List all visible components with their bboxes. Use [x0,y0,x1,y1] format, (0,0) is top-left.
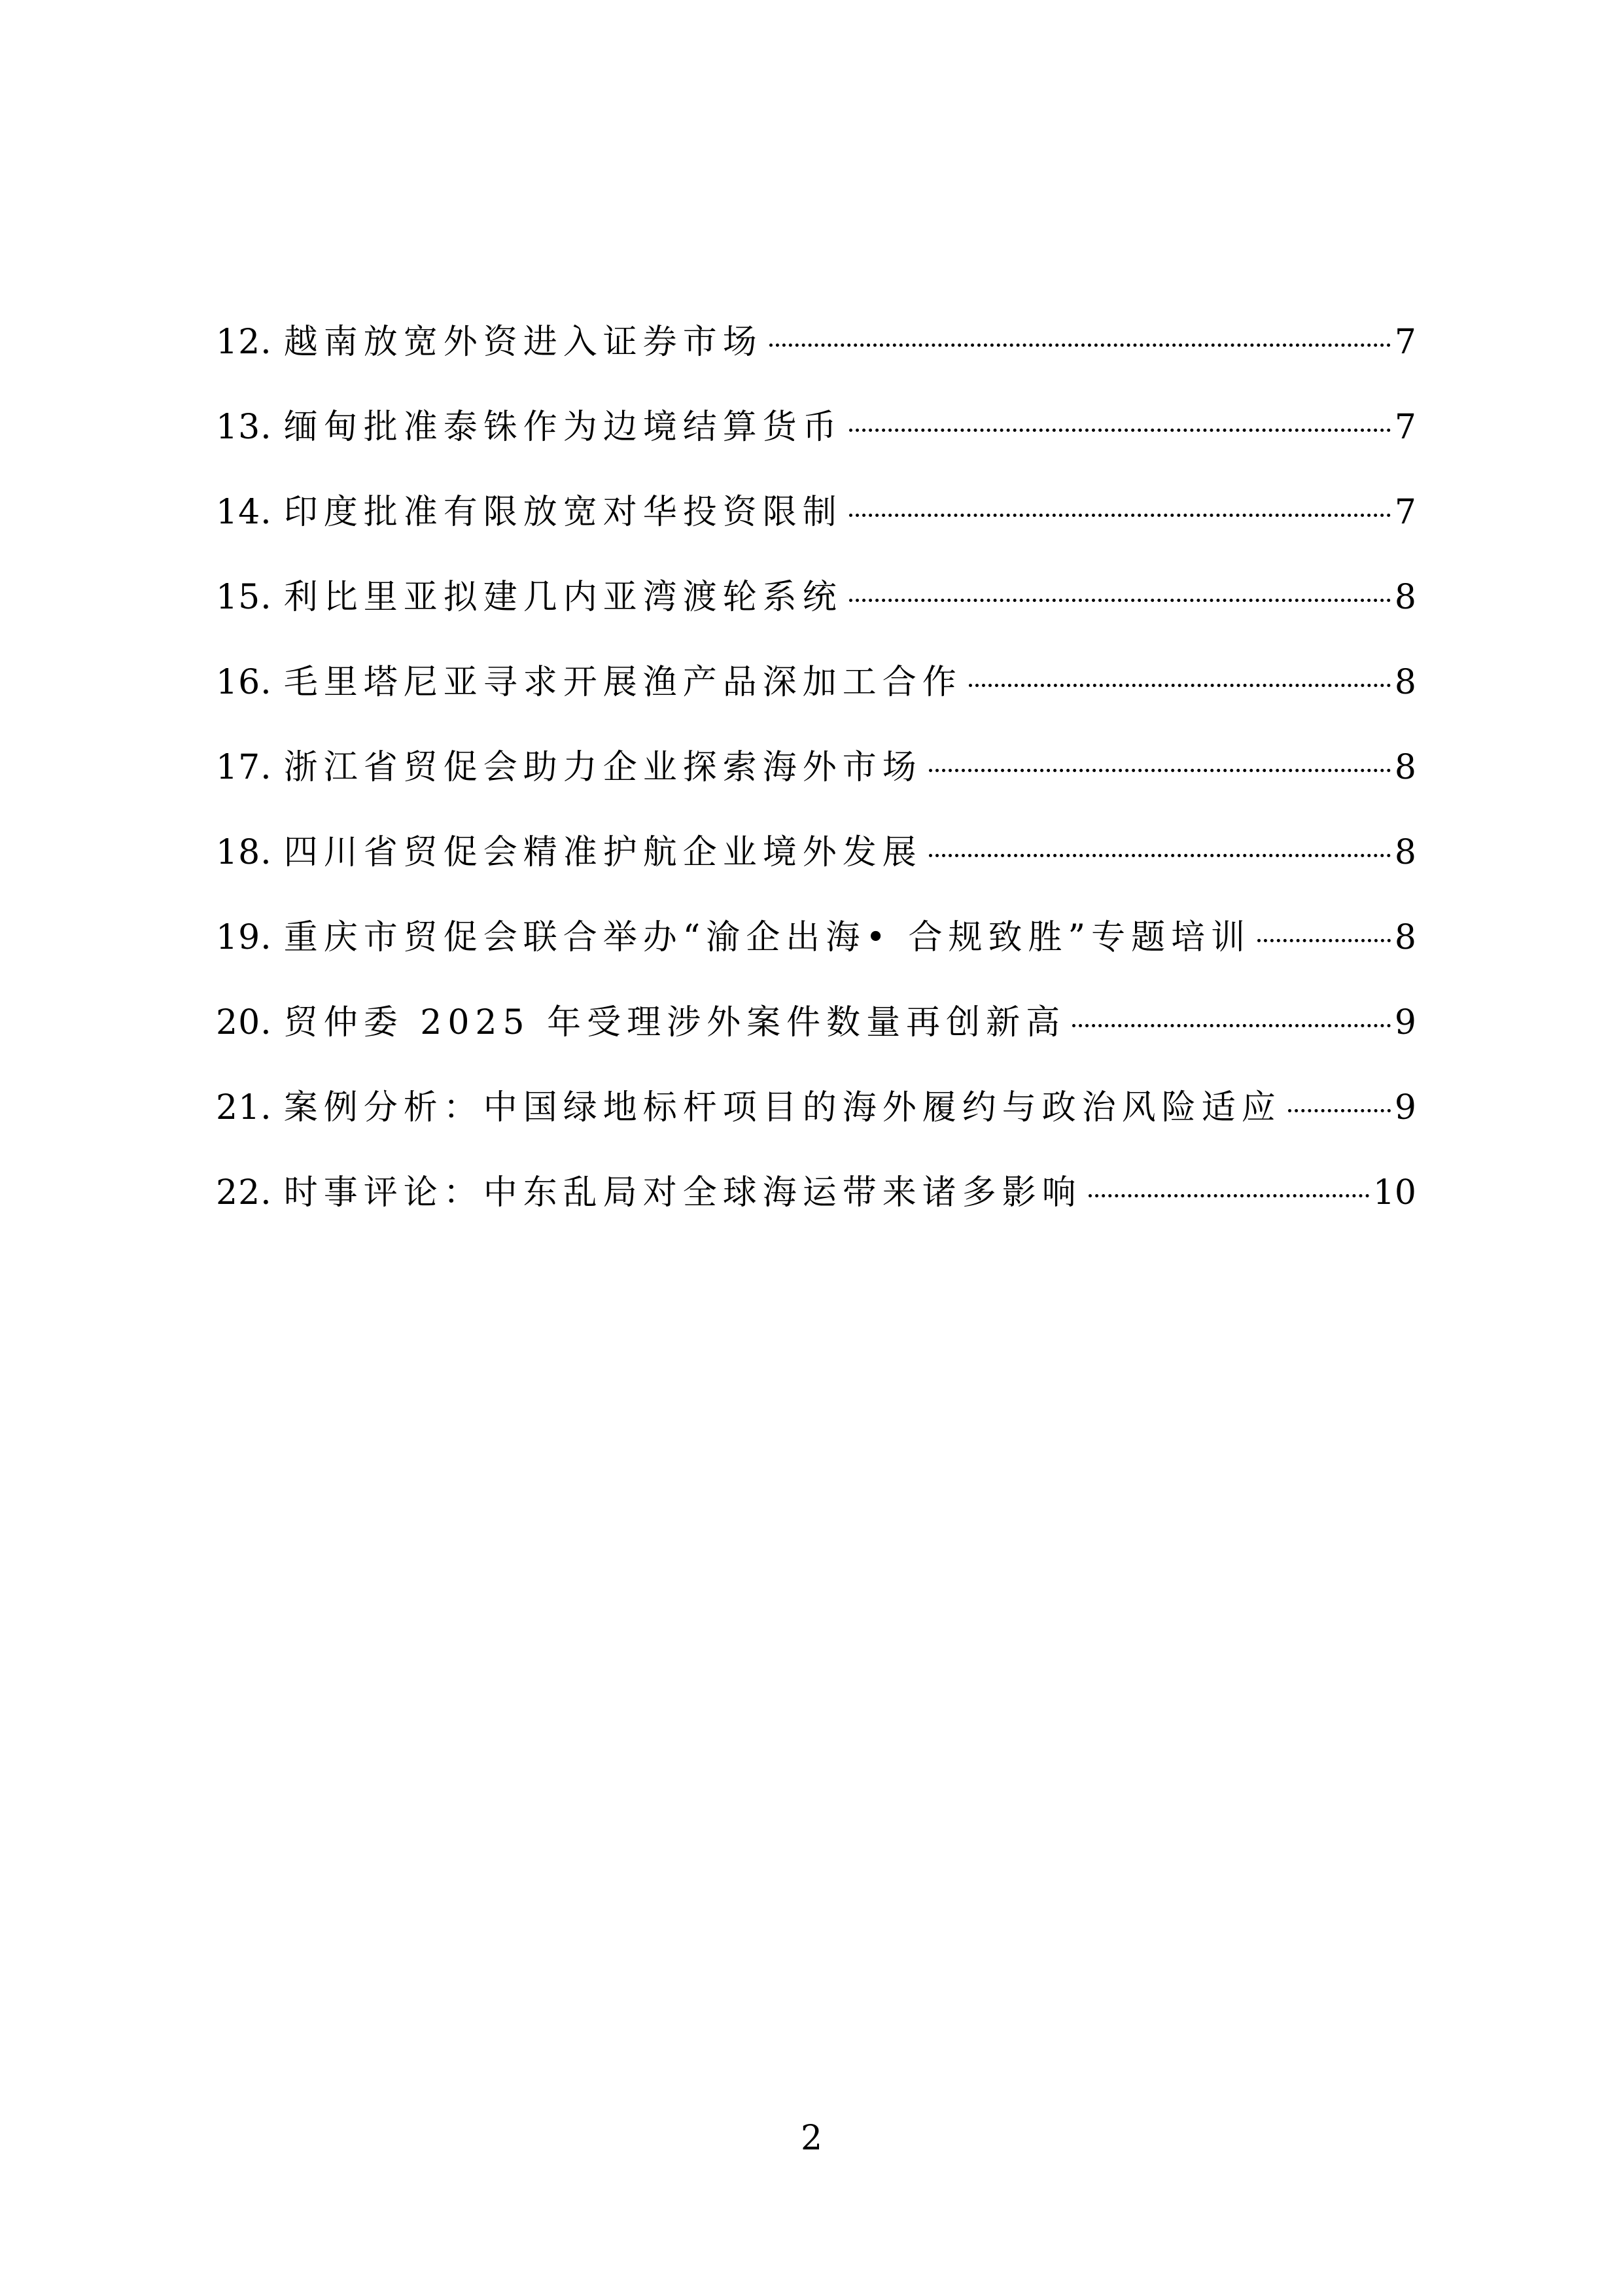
toc-entry-18[interactable] [216,810,1416,895]
toc-entry-page: 7 [1394,323,1416,362]
toc-entry-page: 8 [1394,833,1416,872]
dot-leader [1089,1194,1369,1197]
dot-leader [1257,939,1391,942]
table-of-contents [216,300,1416,1235]
toc-entry-number: 18. [216,833,272,872]
toc-entry-page: 9 [1394,1088,1416,1127]
toc-entry-15[interactable] [216,555,1416,640]
toc-entry-number: 13. [216,408,272,447]
dot-leader [769,344,1391,347]
toc-entry-page: 8 [1394,578,1416,617]
toc-entry-14[interactable] [216,470,1416,555]
toc-entry-19[interactable] [216,895,1416,980]
toc-entry-number: 17. [216,748,272,787]
toc-entry-number: 16. [216,663,272,702]
dot-leader [849,599,1391,602]
dot-leader [1288,1109,1391,1112]
toc-entry-title: 利比里亚拟建几内亚湾渡轮系统 [283,578,843,617]
toc-entry-title: 缅甸批准泰铢作为边境结算货币 [283,408,843,447]
toc-entry-17[interactable] [216,725,1416,810]
toc-entry-20[interactable] [216,980,1416,1065]
toc-entry-number: 12. [216,323,272,362]
toc-entry-number: 14. [216,493,272,532]
toc-entry-page: 7 [1394,408,1416,447]
toc-entry-title: 重庆市贸促会联合举办“渝企出海• 合规致胜”专题培训 [283,918,1251,957]
toc-entry-page: 8 [1394,918,1416,957]
toc-entry-16[interactable] [216,640,1416,725]
toc-entry-title: 越南放宽外资进入证券市场 [283,323,763,362]
toc-entry-page: 10 [1372,1173,1416,1212]
toc-entry-number: 20. [216,1003,272,1042]
toc-entry-page: 9 [1394,1003,1416,1042]
dot-leader [929,854,1391,857]
toc-entry-page: 7 [1394,493,1416,532]
dot-leader [849,514,1391,517]
toc-entry-title: 案例分析：中国绿地标杆项目的海外履约与政治风险适应 [283,1088,1282,1127]
toc-entry-12[interactable] [216,300,1416,385]
toc-entry-number: 21. [216,1088,272,1127]
toc-entry-page: 8 [1394,663,1416,702]
toc-entry-title: 印度批准有限放宽对华投资限制 [283,493,843,532]
dot-leader [969,684,1391,687]
toc-entry-title: 四川省贸促会精准护航企业境外发展 [283,833,922,872]
toc-entry-22[interactable] [216,1150,1416,1235]
dot-leader [1072,1024,1391,1027]
toc-entry-title: 浙江省贸促会助力企业探索海外市场 [283,748,922,787]
toc-entry-number: 15. [216,578,272,617]
dot-leader [929,769,1391,772]
toc-entry-page: 8 [1394,748,1416,787]
toc-entry-number: 19. [216,918,272,957]
toc-entry-number: 22. [216,1173,272,1212]
toc-entry-21[interactable] [216,1065,1416,1150]
toc-entry-13[interactable] [216,385,1416,470]
toc-entry-title: 时事评论：中东乱局对全球海运带来诸多影响 [283,1173,1082,1212]
toc-entry-title: 毛里塔尼亚寻求开展渔产品深加工合作 [283,663,962,702]
page-number: 2 [800,2119,823,2158]
dot-leader [849,429,1391,432]
toc-entry-title: 贸仲委 2025 年受理涉外案件数量再创新高 [283,1003,1066,1042]
